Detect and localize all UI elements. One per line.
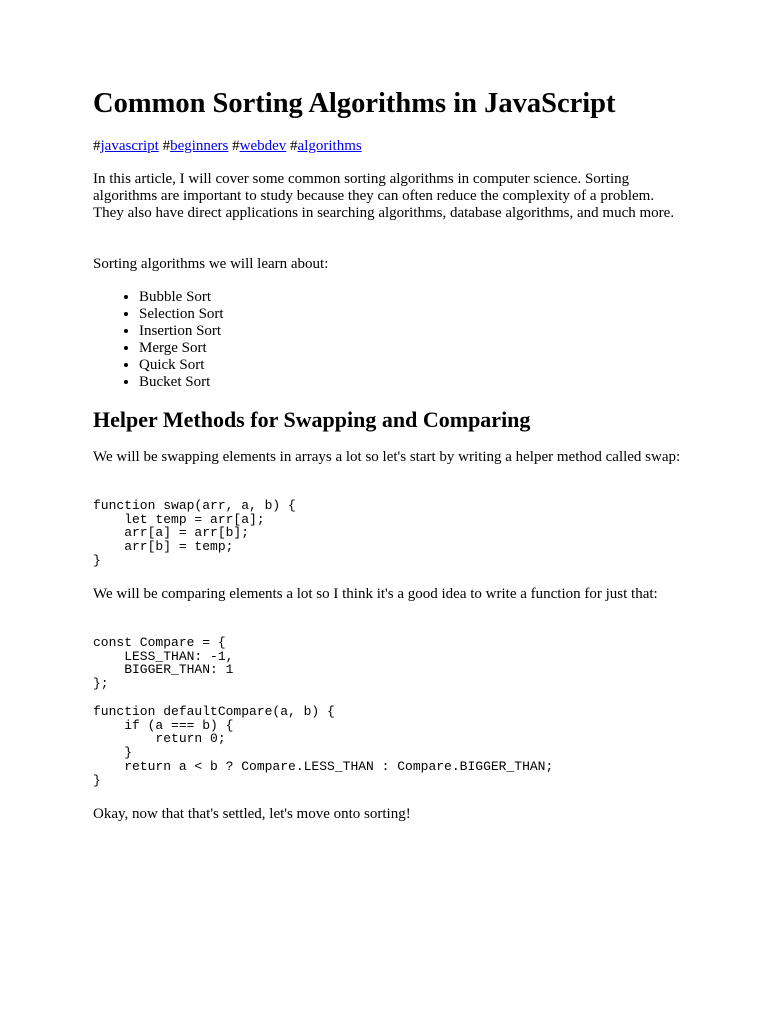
tag-link-beginners[interactable]: beginners [170, 138, 229, 154]
tag-link-algorithms[interactable]: algorithms [297, 138, 362, 154]
compare-code-block: const Compare = { LESS_THAN: -1, BIGGER_THAN: 1 }; [93, 635, 234, 692]
list-intro: Sorting algorithms we will learn about: [93, 256, 329, 272]
article-title: Common Sorting Algorithms in JavaScript [93, 88, 616, 119]
tag-list [93, 137, 362, 155]
list-item: • Bubble Sort [139, 289, 224, 306]
tag-prefix: # [290, 138, 298, 154]
list-item: • Quick Sort [139, 357, 224, 374]
swap-code-block: function swap(arr, a, b) { let temp = arr[a]; arr[a] = arr[b]; arr[b] = temp; } [93, 498, 296, 568]
tag-prefix: # [162, 138, 171, 154]
compare-intro-paragraph: We will be comparing elements a lot so I think it's a good idea to write a function for just that: [93, 586, 658, 602]
list-item: • Insertion Sort [139, 323, 224, 340]
tag-prefix: # [232, 138, 240, 154]
swap-intro-paragraph: We will be swapping elements in arrays a lot so let's start by writing a helper method called swap: [93, 449, 681, 465]
list-item: • Bucket Sort [139, 374, 224, 391]
section-heading: Helper Methods for Swapping and Comparing [93, 407, 531, 432]
tag-link-webdev[interactable]: webdev [239, 138, 287, 154]
closing-paragraph: Okay, now that that's settled, let's move onto sorting! [93, 806, 411, 822]
list-item: • Selection Sort [139, 306, 224, 323]
default-compare-code-block: function defaultCompare(a, b) { if (a === b) { return 0; } return a < b ? Compare.LESS_THAN : Compare.BIGGER_THAN; } [93, 704, 554, 788]
tag-prefix: # [93, 138, 101, 154]
list-item: • Merge Sort [139, 340, 224, 357]
algorithm-list [93, 289, 224, 391]
intro-paragraph: In this article, I will cover some common sorting algorithms in computer science. Sorting algorithms are important to study because they can often reduce the complexity of a problem. They also have direct applications in searching algorithms, database algorithms, and much more. [93, 171, 675, 221]
tag-link-javascript[interactable]: javascript [100, 138, 159, 154]
